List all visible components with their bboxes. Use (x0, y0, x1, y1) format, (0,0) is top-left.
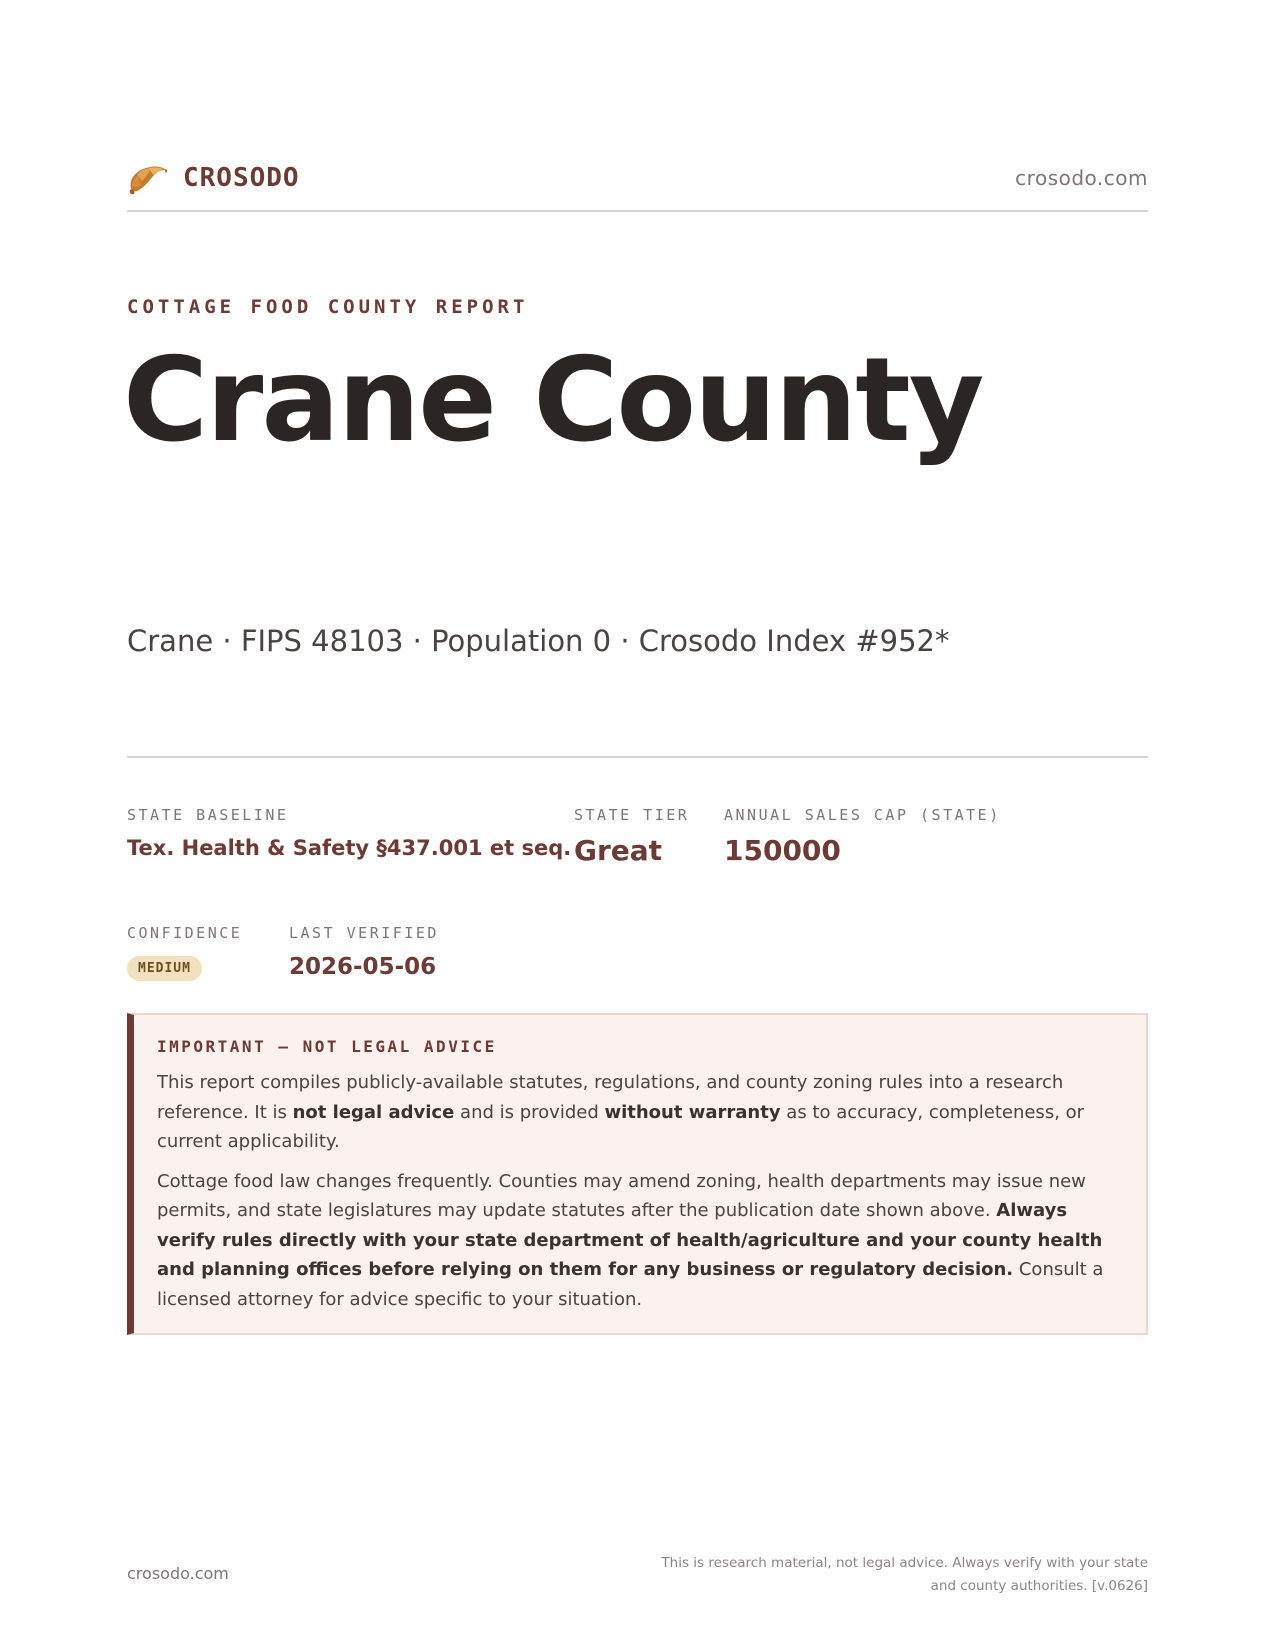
notice-emphasis: without warranty (604, 1101, 781, 1123)
notice-text: Cottage food law changes frequently. Counties may amend zoning, health departments may issue new permits, and state legislatures may update statutes after the publication date shown above. (157, 1170, 1086, 1221)
footer-disclaimer-line-1: This is research material, not legal advice. Always verify with your state (661, 1555, 1148, 1571)
notice-paragraph-2 (157, 1167, 1120, 1315)
sales-cap-fact (724, 806, 1001, 867)
last-verified-value: 2026-05-06 (289, 954, 437, 980)
footer-disclaimer-line-2: and county authorities. [v.0626] (930, 1578, 1148, 1594)
last-verified-fact (289, 924, 439, 980)
footer-site-link[interactable]: crosodo.com (127, 1564, 229, 1583)
report-page (123, 0, 1148, 1650)
notice-text: as to accuracy, completeness, or current applicability. (157, 1101, 1085, 1152)
footer-disclaimer (608, 1552, 1148, 1598)
sales-cap-value: 150000 (724, 834, 841, 867)
last-verified-label: LAST VERIFIED (289, 924, 439, 942)
croissant-icon (127, 158, 169, 198)
state-tier-label: STATE TIER (574, 806, 690, 824)
notice-text: Consult a licensed attorney for advice specific to your situation. (157, 1259, 1104, 1310)
confidence-label: CONFIDENCE (127, 924, 243, 942)
notice-text: and is provided (454, 1101, 605, 1123)
state-tier-value: Great (574, 834, 663, 867)
notice-title: IMPORTANT — NOT LEGAL ADVICE (157, 1037, 497, 1056)
header-site-link[interactable]: crosodo.com (1015, 166, 1148, 190)
section-divider (127, 756, 1148, 758)
confidence-badge: MEDIUM (127, 956, 202, 981)
confidence-fact (127, 924, 242, 981)
legal-notice (127, 1013, 1148, 1335)
brand[interactable] (127, 158, 300, 198)
brand-name: CROSODO (183, 163, 300, 193)
sales-cap-label: ANNUAL SALES CAP (STATE) (724, 806, 1001, 824)
page-header (127, 158, 1148, 212)
state-tier-fact (574, 806, 689, 867)
notice-emphasis: not legal advice (292, 1101, 455, 1123)
notice-paragraph-1 (157, 1068, 1120, 1157)
report-eyebrow: COTTAGE FOOD COUNTY REPORT (127, 296, 529, 318)
county-subline: Crane · FIPS 48103 · Population 0 · Crosodo Index #952* (127, 624, 950, 658)
state-baseline-fact (127, 806, 571, 860)
state-baseline-value: Tex. Health & Safety §437.001 et seq. (127, 836, 572, 860)
page-title: Crane County (123, 333, 983, 468)
notice-text: This report compiles publicly-available statutes, regulations, and county zoning rules into a research reference. It is (157, 1072, 1064, 1123)
notice-emphasis: Always verify rules directly with your state department of health/agriculture and your county health and planning offices before relying on them for any business or regulatory decision. (157, 1200, 1103, 1280)
state-baseline-label: STATE BASELINE (127, 806, 289, 824)
